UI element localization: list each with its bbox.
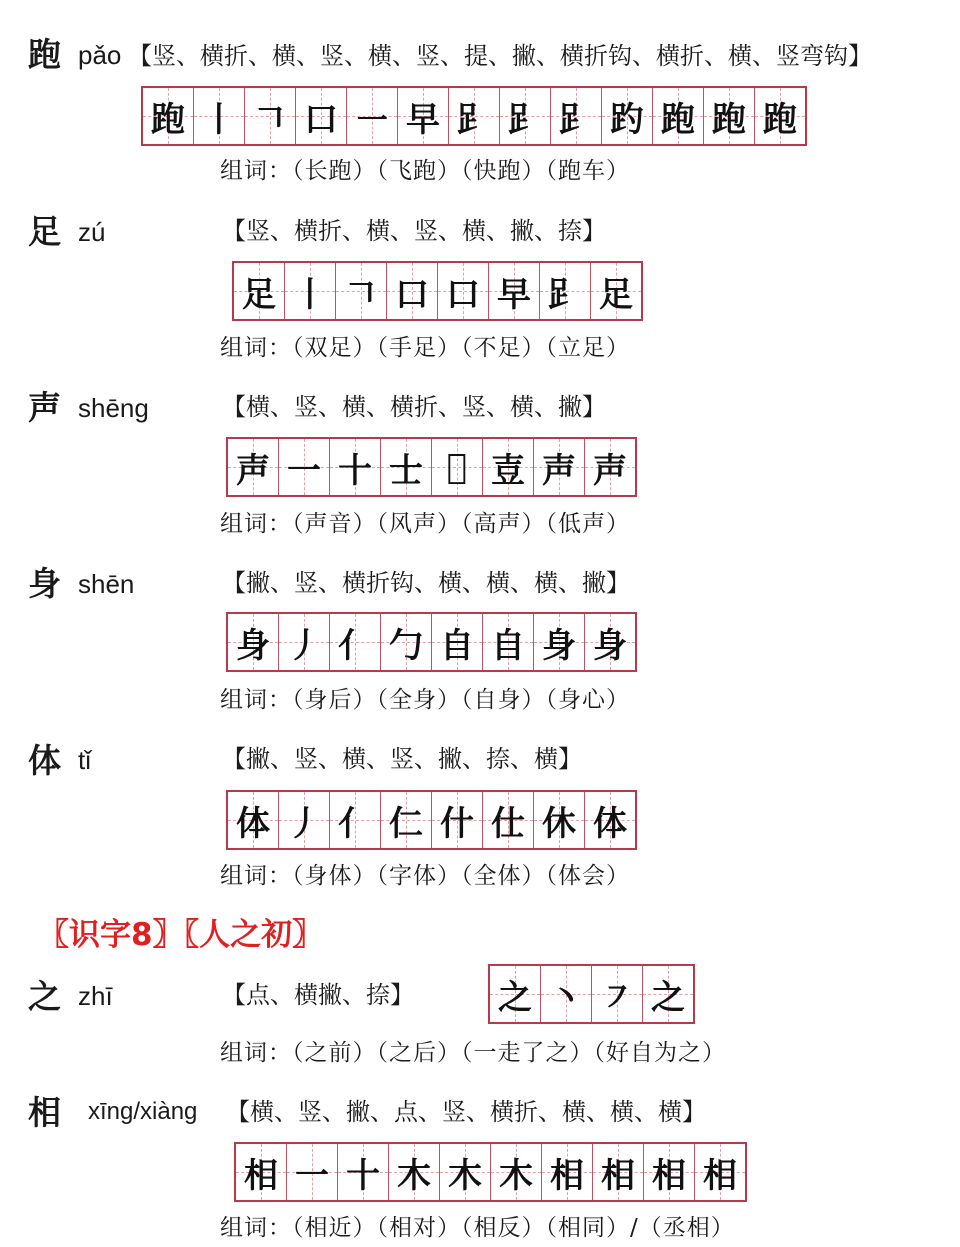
- entry-char: 身: [28, 564, 61, 603]
- stroke-step-glyph: 亻: [338, 803, 372, 844]
- entry-pinyin: zú: [78, 217, 106, 247]
- stroke-step-cell: [381, 792, 432, 848]
- stroke-step-glyph: 相: [244, 1155, 278, 1196]
- stroke-step-cell: [330, 439, 381, 495]
- entry-pinyin: shēn: [78, 569, 135, 599]
- stroke-step-glyph: 自: [491, 625, 525, 666]
- stroke-grid: [226, 612, 637, 672]
- stroke-step-cell: [285, 263, 336, 319]
- stroke-step-glyph: 𧾷: [559, 99, 593, 140]
- stroke-step-cell: [585, 439, 635, 495]
- stroke-order: 【竖、横折、横、竖、横、竖、提、撇、横折钩、横折、横、竖弯钩】: [128, 42, 872, 70]
- stroke-step-glyph: 亻: [338, 625, 372, 666]
- stroke-step-glyph: 十: [346, 1155, 380, 1196]
- entry-char: 之: [28, 977, 61, 1016]
- stroke-order: 【撇、竖、横、竖、撇、捺、横】: [222, 745, 582, 773]
- stroke-step-cell: [440, 1144, 491, 1200]
- stroke-step-glyph: 足: [599, 274, 633, 315]
- entry-pinyin: pǎo: [78, 40, 122, 70]
- entry-char: 体: [28, 741, 61, 780]
- stroke-step-glyph: 休: [542, 803, 576, 844]
- stroke-step-cell: [381, 439, 432, 495]
- stroke-grid: [234, 1142, 747, 1202]
- stroke-step-glyph: 木: [499, 1155, 533, 1196]
- stroke-step-glyph: 跑: [661, 99, 695, 140]
- stroke-grid: [226, 790, 637, 850]
- stroke-step-glyph: 口: [304, 99, 338, 140]
- stroke-step-cell: [236, 1144, 287, 1200]
- stroke-step-glyph: 什: [440, 803, 474, 844]
- stroke-step-glyph: 木: [397, 1155, 431, 1196]
- entry-pinyin: xīng/xiàng: [88, 1098, 198, 1125]
- entry-pinyin: tǐ: [78, 745, 91, 775]
- stroke-step-cell: [542, 1144, 593, 1200]
- stroke-step-glyph: 身: [542, 625, 576, 666]
- stroke-order: 【撇、竖、横折钩、横、横、横、撇】: [222, 569, 630, 597]
- stroke-step-glyph: 之: [651, 977, 685, 1018]
- entry-pinyin: zhī: [78, 981, 113, 1011]
- stroke-step-glyph: 𠃍: [253, 99, 287, 140]
- word-list: 组词：（双足）（手足）（不足）（立足）: [220, 335, 630, 361]
- stroke-step-cell: [551, 88, 602, 144]
- stroke-order: 【点、横撇、捺】: [222, 981, 414, 1009]
- stroke-step-cell: [387, 263, 438, 319]
- stroke-step-cell: [287, 1144, 338, 1200]
- stroke-step-cell: [234, 263, 285, 319]
- word-list: 组词：（身体）（字体）（全体）（体会）: [220, 863, 630, 889]
- stroke-step-glyph: 𧾷: [457, 99, 491, 140]
- stroke-step-cell: [644, 1144, 695, 1200]
- stroke-step-glyph: 体: [593, 803, 627, 844]
- stroke-step-glyph: 𠃍: [344, 274, 378, 315]
- entry-char: 相: [28, 1093, 61, 1132]
- stroke-step-cell: [330, 614, 381, 670]
- stroke-step-cell: [279, 792, 330, 848]
- stroke-step-cell: [432, 439, 483, 495]
- stroke-step-cell: [592, 966, 643, 1022]
- stroke-step-glyph: 丿: [287, 625, 321, 666]
- stroke-step-cell: [381, 614, 432, 670]
- stroke-step-cell: [653, 88, 704, 144]
- stroke-step-cell: [585, 792, 635, 848]
- stroke-step-glyph: 身: [236, 625, 270, 666]
- stroke-step-glyph: 丶: [549, 977, 583, 1018]
- stroke-step-glyph: 跑: [151, 99, 185, 140]
- stroke-step-glyph: 声: [542, 450, 576, 491]
- stroke-step-cell: [449, 88, 500, 144]
- stroke-step-cell: [541, 966, 592, 1022]
- stroke-step-glyph: 跑: [712, 99, 746, 140]
- stroke-grid: [141, 86, 807, 146]
- stroke-step-cell: [389, 1144, 440, 1200]
- stroke-step-cell: [591, 263, 641, 319]
- stroke-step-cell: [228, 614, 279, 670]
- stroke-step-cell: [483, 792, 534, 848]
- stroke-step-glyph: 声: [593, 450, 627, 491]
- stroke-step-cell: [347, 88, 398, 144]
- stroke-step-cell: [483, 614, 534, 670]
- entry-char: 声: [28, 388, 61, 427]
- stroke-step-cell: [534, 439, 585, 495]
- stroke-step-glyph: 之: [498, 977, 532, 1018]
- stroke-step-cell: [398, 88, 449, 144]
- stroke-step-glyph: 壴: [491, 450, 525, 491]
- stroke-step-glyph: 𧾷: [548, 274, 582, 315]
- stroke-step-glyph: 勹: [389, 625, 423, 666]
- stroke-step-cell: [602, 88, 653, 144]
- stroke-step-cell: [245, 88, 296, 144]
- stroke-step-glyph: ㇇: [600, 977, 634, 1018]
- stroke-step-glyph: 口: [395, 274, 429, 315]
- stroke-step-glyph: 口: [446, 274, 480, 315]
- stroke-step-glyph: 相: [652, 1155, 686, 1196]
- stroke-order: 【竖、横折、横、竖、横、撇、捺】: [222, 217, 606, 245]
- stroke-step-glyph: 相: [601, 1155, 635, 1196]
- stroke-step-glyph: 相: [703, 1155, 737, 1196]
- stroke-step-cell: [704, 88, 755, 144]
- stroke-step-cell: [330, 792, 381, 848]
- stroke-step-cell: [540, 263, 591, 319]
- word-list: 组词：（长跑）（飞跑）（快跑）（跑车）: [220, 158, 630, 184]
- stroke-step-glyph: 仕: [491, 803, 525, 844]
- stroke-step-cell: [279, 614, 330, 670]
- stroke-step-glyph: 木: [448, 1155, 482, 1196]
- stroke-step-glyph: 体: [236, 803, 270, 844]
- stroke-order: 【横、竖、撇、点、竖、横折、横、横、横】: [226, 1098, 706, 1126]
- stroke-step-cell: [338, 1144, 389, 1200]
- stroke-step-glyph: 十: [338, 450, 372, 491]
- stroke-step-glyph: 一: [295, 1155, 329, 1196]
- stroke-step-glyph: 早: [406, 99, 440, 140]
- entry-pinyin: shēng: [78, 393, 149, 423]
- stroke-step-cell: [593, 1144, 644, 1200]
- stroke-step-glyph: 声: [236, 450, 270, 491]
- stroke-step-glyph: 丿: [287, 803, 321, 844]
- stroke-step-glyph: 跑: [763, 99, 797, 140]
- stroke-step-glyph: ㇐: [355, 99, 389, 140]
- stroke-step-cell: [279, 439, 330, 495]
- stroke-step-cell: [336, 263, 387, 319]
- stroke-step-cell: [228, 439, 279, 495]
- stroke-order: 【横、竖、横、横折、竖、横、撇】: [222, 393, 606, 421]
- stroke-step-cell: [491, 1144, 542, 1200]
- stroke-step-glyph: 早: [497, 274, 531, 315]
- stroke-step-cell: [483, 439, 534, 495]
- stroke-step-glyph: 一: [287, 450, 321, 491]
- entry-char: 跑: [28, 35, 61, 74]
- stroke-step-glyph: 自: [440, 625, 474, 666]
- word-list: 组词：（声音）（风声）（高声）（低声）: [220, 511, 630, 537]
- stroke-step-cell: [194, 88, 245, 144]
- stroke-step-glyph: 身: [593, 625, 627, 666]
- stroke-step-cell: [585, 614, 635, 670]
- stroke-step-cell: [143, 88, 194, 144]
- stroke-step-cell: [432, 614, 483, 670]
- word-list: 组词：（之前）（之后）（一走了之）（好自为之）: [220, 1040, 726, 1066]
- stroke-step-cell: [296, 88, 347, 144]
- word-list: 组词：（相近）（相对）（相反）（相同）/（丞相）: [220, 1215, 735, 1241]
- stroke-step-cell: [438, 263, 489, 319]
- stroke-step-glyph: 仁: [389, 803, 423, 844]
- stroke-step-glyph: 趵: [610, 99, 644, 140]
- stroke-step-glyph: 𧾷: [508, 99, 542, 140]
- stroke-step-glyph: 丨: [202, 99, 236, 140]
- stroke-step-cell: [695, 1144, 745, 1200]
- stroke-step-cell: [489, 263, 540, 319]
- stroke-step-cell: [534, 614, 585, 670]
- stroke-grid: [488, 964, 695, 1024]
- stroke-step-cell: [228, 792, 279, 848]
- stroke-step-cell: [643, 966, 693, 1022]
- stroke-step-cell: [432, 792, 483, 848]
- stroke-step-glyph: 丨: [293, 274, 327, 315]
- stroke-step-glyph: 足: [242, 274, 276, 315]
- stroke-step-cell: [755, 88, 805, 144]
- stroke-step-cell: [500, 88, 551, 144]
- section-title: 〖识字8〗〖人之初〗: [38, 917, 324, 953]
- stroke-step-cell: [534, 792, 585, 848]
- stroke-step-glyph: 相: [550, 1155, 584, 1196]
- stroke-step-glyph: 𡉀: [446, 447, 468, 487]
- stroke-grid: [232, 261, 643, 321]
- entry-char: 足: [28, 212, 61, 251]
- stroke-step-glyph: 士: [389, 450, 423, 491]
- word-list: 组词：（身后）（全身）（自身）（身心）: [220, 687, 630, 713]
- stroke-step-cell: [490, 966, 541, 1022]
- stroke-grid: [226, 437, 637, 497]
